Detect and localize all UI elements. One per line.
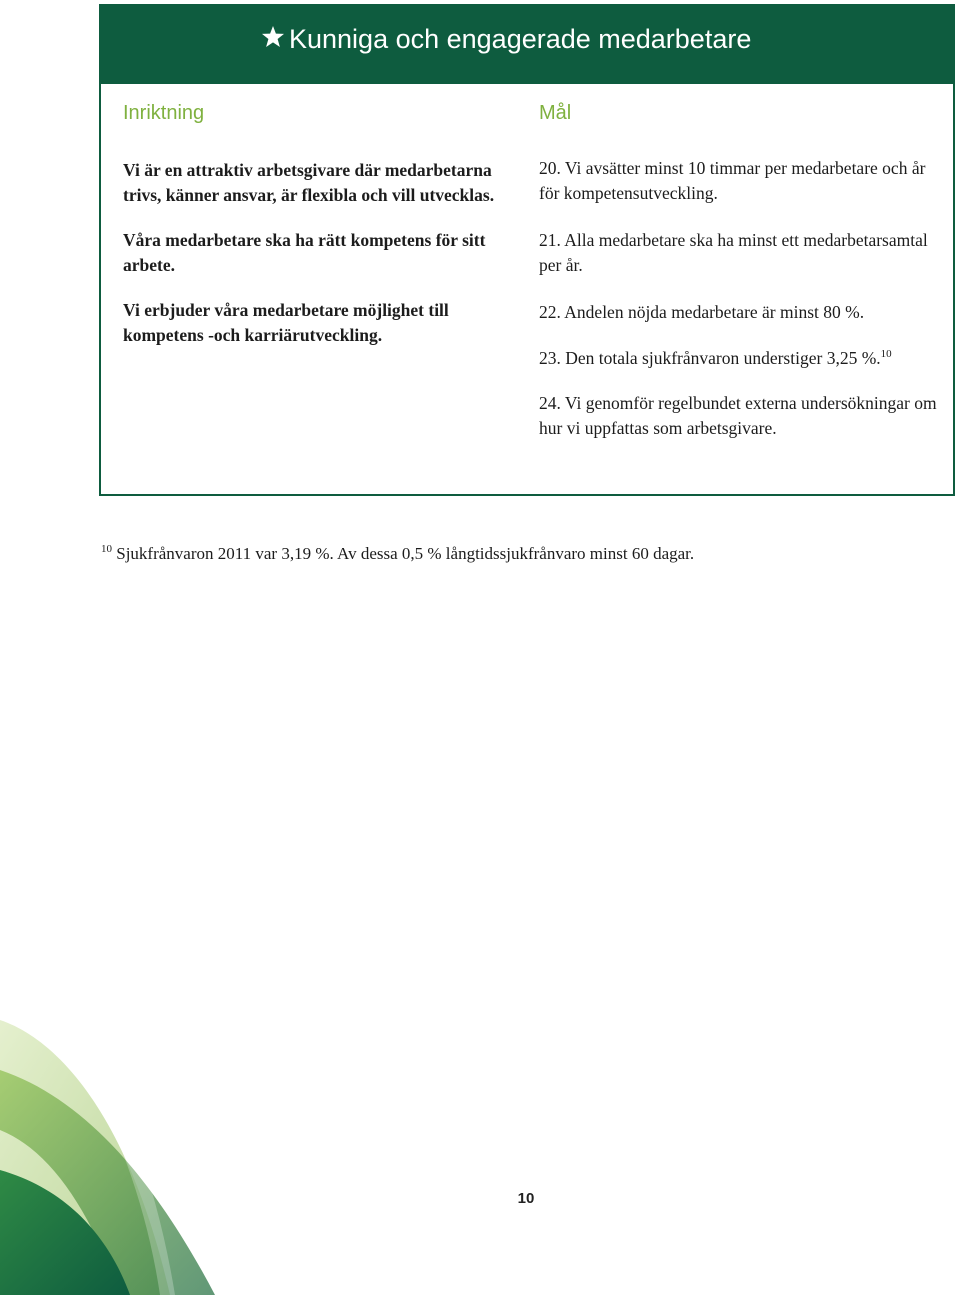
mal-column (539, 156, 939, 463)
goal-item: 21. Alla medarbetare ska ha minst ett medarbetarsamtal per år. (539, 230, 928, 275)
goal-item: 22. Andelen nöjda medarbetare är minst 80 %. (539, 302, 865, 322)
goals-box (99, 4, 955, 496)
goal-item: 20. Vi avsätter minst 10 timmar per medarbetare och år för kompetensutveckling. (539, 158, 926, 203)
box-header-title (261, 24, 751, 55)
star-icon (261, 25, 285, 49)
inriktning-paragraph: Våra medarbetare ska ha rätt kompetens för sitt arbete. (123, 230, 486, 275)
box-header (101, 6, 953, 84)
mal-heading: Mål (539, 102, 572, 124)
inriktning-heading: Inriktning (123, 102, 205, 124)
page-number: 10 (517, 1190, 535, 1207)
goal-23-text: 23. Den totala sjukfrånvaron understiger 3,25 %. (539, 347, 881, 368)
inriktning-column (123, 158, 503, 368)
goal-item: 24. Vi genomför regelbundet externa undersökningar om hur vi uppfattas som arbetsgivare. (539, 393, 937, 438)
goal-item (539, 346, 939, 371)
inriktning-paragraph: Vi erbjuder våra medarbetare möjlighet till kompetens -och karriärutveckling. (123, 300, 449, 345)
leaf-decoration (0, 960, 960, 1295)
header-title-text: Kunniga och engagerade medarbetare (289, 24, 752, 54)
footnote (101, 544, 694, 564)
footnote-number: 10 (101, 543, 112, 555)
footnote-text: Sjukfrånvaron 2011 var 3,19 %. Av dessa 0,5 % långtidssjukfrånvaro minst 60 dagar. (116, 544, 695, 563)
inriktning-paragraph: Vi är en attraktiv arbetsgivare där medarbetarna trivs, känner ansvar, är flexibla och vill utvecklas. (123, 160, 495, 205)
footnote-ref: 10 (880, 347, 892, 360)
